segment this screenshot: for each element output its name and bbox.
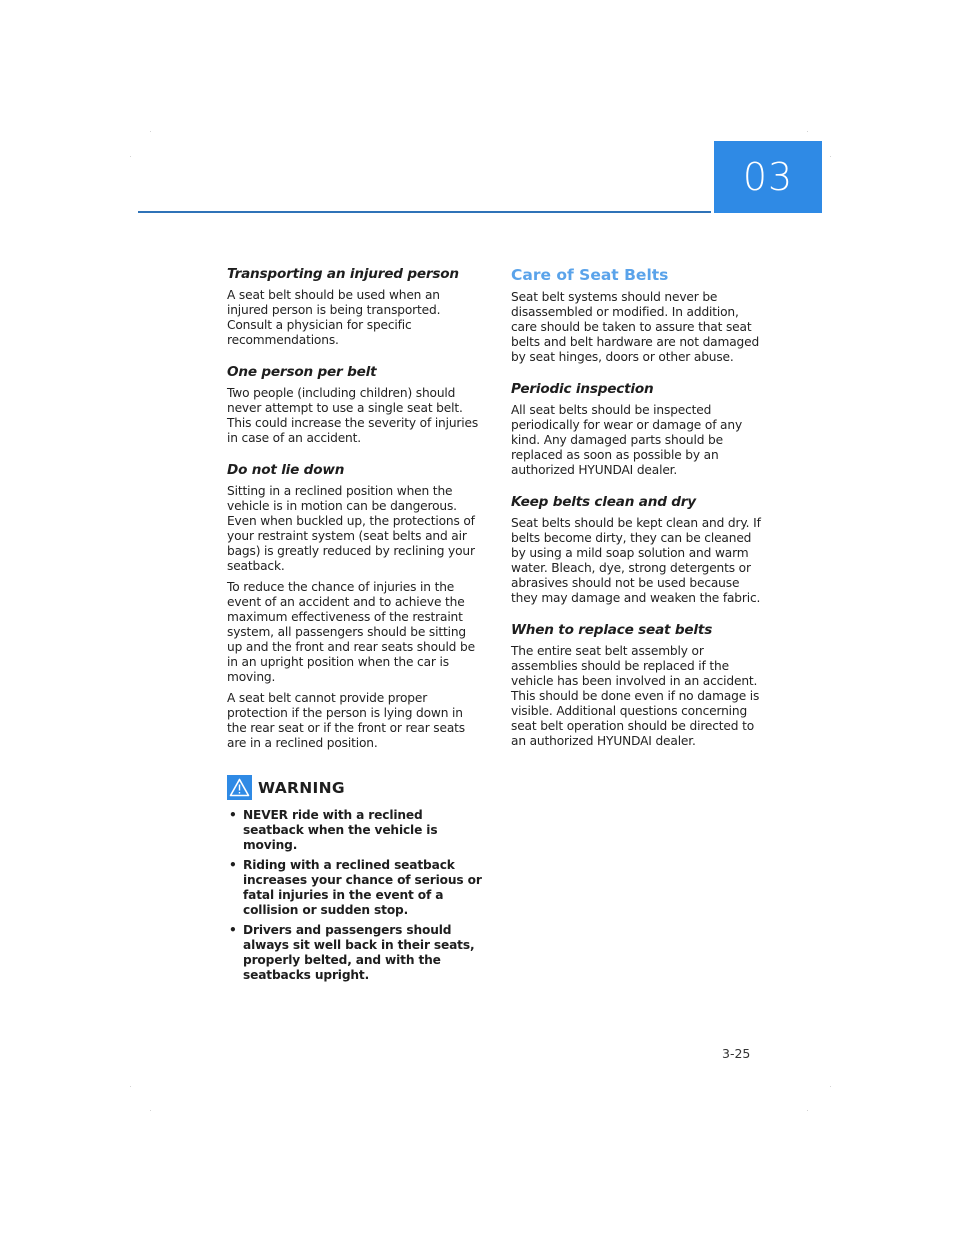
right-column: [511, 262, 767, 755]
warning-item: • Riding with a reclined seatback increases your chance of serious or fatal injuries in the event of a collision or sudden stop.: [229, 858, 482, 917]
paragraph: Seat belts should be kept clean and dry. If belts become dirty, they can be cleaned by using a mild soap solution and warm water. Bleach, dye, strong detergents or abrasives should not be used because they may damage and weaken the fabric.: [511, 516, 761, 605]
paragraph: All seat belts should be inspected periodically for wear or damage of any kind. Any damaged parts should be replaced as soon as possible by an authorized HYUNDAI dealer.: [511, 403, 743, 477]
paragraph: Sitting in a reclined position when the vehicle is in motion can be dangerous. Even when buckled up, the protections of your restraint system (seat belts and air bags) is greatly reduced by reclining your seatback.: [227, 484, 475, 573]
subheading-transporting: Transporting an injured person: [227, 266, 459, 282]
crop-mark: [130, 156, 131, 157]
warning-item: • Drivers and passengers should always sit well back in their seats, properly belted, and with the seatbacks upright.: [229, 923, 475, 982]
section-title: Care of Seat Belts: [511, 266, 669, 284]
crop-mark: [807, 1110, 808, 1111]
subheading-periodic-inspection: Periodic inspection: [511, 381, 654, 397]
subheading-replace: When to replace seat belts: [511, 622, 713, 638]
warning-item: • NEVER ride with a reclined seatback when the vehicle is moving.: [229, 808, 438, 852]
crop-mark: [150, 1110, 151, 1111]
crop-mark: [830, 156, 831, 157]
paragraph: A seat belt cannot provide proper protection if the person is lying down in the rear seat or if the front or rear seats are in a reclined position.: [227, 691, 466, 750]
crop-mark: [150, 131, 151, 132]
paragraph: A seat belt should be used when an injured person is being transported. Consult a physician for specific recommendations.: [227, 288, 441, 347]
paragraph: To reduce the chance of injuries in the event of an accident and to achieve the maximum effectiveness of the restraint system, all passengers should be sitting up and the front and rear seats should be in an upright position when the car is moving.: [227, 580, 475, 684]
subheading-keep-clean: Keep belts clean and dry: [511, 494, 696, 510]
page-number: 3-25: [722, 1046, 751, 1061]
chapter-tab: [714, 141, 822, 213]
chapter-number: 03: [742, 155, 794, 199]
warning-list: [227, 808, 483, 983]
paragraph: Seat belt systems should never be disassembled or modified. In addition, care should be taken to assure that seat belts and belt hardware are not damaged by seat hinges, doors or other abuse.: [511, 290, 760, 364]
paragraph: Two people (including children) should never attempt to use a single seat belt. This could increase the severity of injuries in case of an accident.: [227, 386, 479, 445]
paragraph: The entire seat belt assembly or assemblies should be replaced if the vehicle has been involved in an accident. This should be done even if no damage is visible. Additional questions concerning seat belt operation should be directed to an authorized HYUNDAI dealer.: [511, 644, 760, 748]
subheading-do-not-lie-down: Do not lie down: [227, 462, 345, 478]
crop-mark: [830, 1086, 831, 1087]
warning-triangle-icon: [227, 775, 252, 800]
left-column: [227, 262, 483, 988]
crop-mark: [130, 1086, 131, 1087]
warning-title: WARNING: [258, 778, 345, 797]
warning-header: [227, 775, 483, 800]
subheading-one-person: One person per belt: [227, 364, 377, 380]
header-rule: [138, 211, 711, 213]
crop-mark: [807, 131, 808, 132]
